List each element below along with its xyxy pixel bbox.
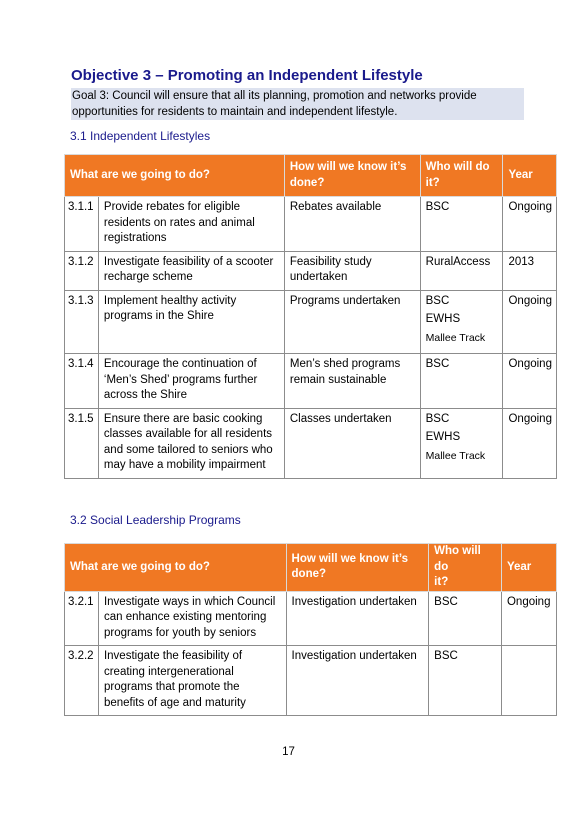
header-who: Who will do it?	[420, 155, 503, 197]
table-body	[65, 591, 557, 716]
cell-number: 3.1.5	[65, 408, 99, 478]
cell-year: Ongoing	[501, 591, 556, 646]
cell-how	[286, 591, 429, 646]
cell-line: BSC	[425, 294, 450, 307]
header-who: Who will do it?	[429, 544, 502, 592]
cell-year: Ongoing	[503, 290, 557, 354]
cell-number: 3.2.1	[65, 591, 99, 646]
cell-line: Men’s shed programs	[289, 358, 401, 370]
section-title: 3.1 Independent Lifestyles	[70, 129, 211, 143]
cell-number: 3.2.2	[65, 646, 99, 716]
cell-how	[284, 290, 420, 354]
header-how: How will we know it’s done?	[286, 544, 429, 592]
cell-line: programs for youth by seniors	[103, 626, 257, 639]
cell-line: Implement healthy activity	[103, 294, 237, 307]
cell-line: programs that promote the	[103, 681, 240, 693]
cell-line: BSC	[434, 595, 458, 608]
section-title: 3.2 Social Leadership Programs	[70, 513, 241, 527]
cell-line: Programs undertaken	[289, 294, 401, 307]
cell-line: may have a mobility impairment	[103, 459, 266, 471]
cell-what	[98, 354, 284, 409]
table-row	[65, 197, 557, 252]
cell-line: residents on rates and animal	[103, 216, 255, 229]
table-row	[65, 354, 557, 409]
header-how: How will we know it’s done?	[284, 155, 420, 197]
cell-line: Investigate the feasibility of	[103, 650, 243, 662]
cell-line: can enhance existing mentoring	[103, 611, 267, 623]
goal-text-line: opportunities for residents to maintain and independent lifestyle.	[72, 105, 398, 118]
cell-what	[98, 251, 284, 290]
cell-line: BSC	[434, 650, 458, 662]
cell-line: RuralAccess	[425, 255, 491, 268]
table-row	[65, 251, 557, 290]
cell-line: EWHS	[425, 313, 461, 325]
cell-how	[284, 408, 420, 478]
cell-line: Provide rebates for eligible	[103, 201, 241, 213]
cell-line: Encourage the continuation of	[103, 358, 257, 370]
cell-line: undertaken	[289, 271, 348, 283]
cell-who	[429, 646, 502, 716]
table-row	[65, 408, 557, 478]
cell-line: BSC	[425, 201, 450, 213]
cell-line: Feasibility study	[289, 255, 372, 268]
cell-line: programs in the Shire	[103, 310, 214, 322]
cell-line: EWHS	[425, 431, 461, 443]
cell-who	[420, 354, 503, 409]
cell-line: Ensure there are basic cooking	[103, 412, 263, 425]
cell-what	[98, 646, 286, 716]
cell-line: recharge scheme	[103, 271, 193, 283]
cell-how	[284, 354, 420, 409]
cell-line: benefits of age and maturity	[103, 696, 246, 709]
cell-number: 3.1.2	[65, 251, 99, 290]
actions-table-independent-lifestyles	[64, 154, 557, 479]
cell-number: 3.1.3	[65, 290, 99, 354]
table-header-row	[65, 155, 557, 197]
header-what: What are we going to do?	[65, 155, 285, 197]
cell-line: remain sustainable	[289, 373, 387, 386]
header-year: Year	[501, 544, 556, 592]
table-body	[65, 197, 557, 479]
cell-line: Mallee Track	[425, 331, 486, 344]
cell-who	[420, 408, 503, 478]
cell-line: Investigation undertaken	[291, 595, 417, 608]
cell-line: creating intergenerational	[103, 665, 234, 678]
cell-what	[98, 408, 284, 478]
table-row	[65, 646, 557, 716]
cell-year: Ongoing	[503, 408, 557, 478]
cell-how	[286, 646, 429, 716]
cell-who	[429, 591, 502, 646]
actions-table-social-leadership	[64, 543, 557, 716]
cell-line: BSC	[425, 412, 450, 425]
cell-line: Rebates available	[289, 201, 382, 213]
cell-line: and some tailored to seniors who	[103, 443, 273, 456]
cell-how	[284, 251, 420, 290]
cell-line: Investigation undertaken	[291, 650, 417, 662]
cell-line: registrations	[103, 232, 167, 244]
cell-number: 3.1.4	[65, 354, 99, 409]
objective-title: Objective 3 – Promoting an Independent Lifestyle	[71, 67, 423, 84]
cell-line: BSC	[425, 358, 450, 370]
cell-how	[284, 197, 420, 252]
header-year: Year	[503, 155, 557, 197]
cell-who	[420, 197, 503, 252]
cell-line: ‘Men’s Shed’ programs further	[103, 373, 258, 386]
cell-what	[98, 197, 284, 252]
header-what: What are we going to do?	[65, 544, 287, 592]
cell-line: across the Shire	[103, 389, 188, 401]
cell-year	[501, 646, 556, 716]
goal-text-line: Goal 3: Council will ensure that all its planning, promotion and networks provide	[72, 90, 477, 102]
cell-what	[98, 591, 286, 646]
cell-line: Investigate feasibility of a scooter	[103, 255, 274, 268]
cell-number: 3.1.1	[65, 197, 99, 252]
cell-line: Classes undertaken	[289, 412, 392, 425]
cell-year: Ongoing	[503, 197, 557, 252]
goal-box	[71, 88, 524, 120]
table-row	[65, 591, 557, 646]
table-header-row	[65, 544, 557, 592]
cell-who	[420, 251, 503, 290]
cell-who	[420, 290, 503, 354]
table-row	[65, 290, 557, 354]
cell-line: classes available for all residents	[103, 428, 273, 440]
page-number: 17	[282, 746, 295, 758]
cell-what	[98, 290, 284, 354]
cell-year: Ongoing	[503, 354, 557, 409]
cell-year: 2013	[503, 251, 557, 290]
cell-line: Investigate ways in which Council	[103, 595, 276, 608]
cell-line: Mallee Track	[425, 449, 486, 462]
